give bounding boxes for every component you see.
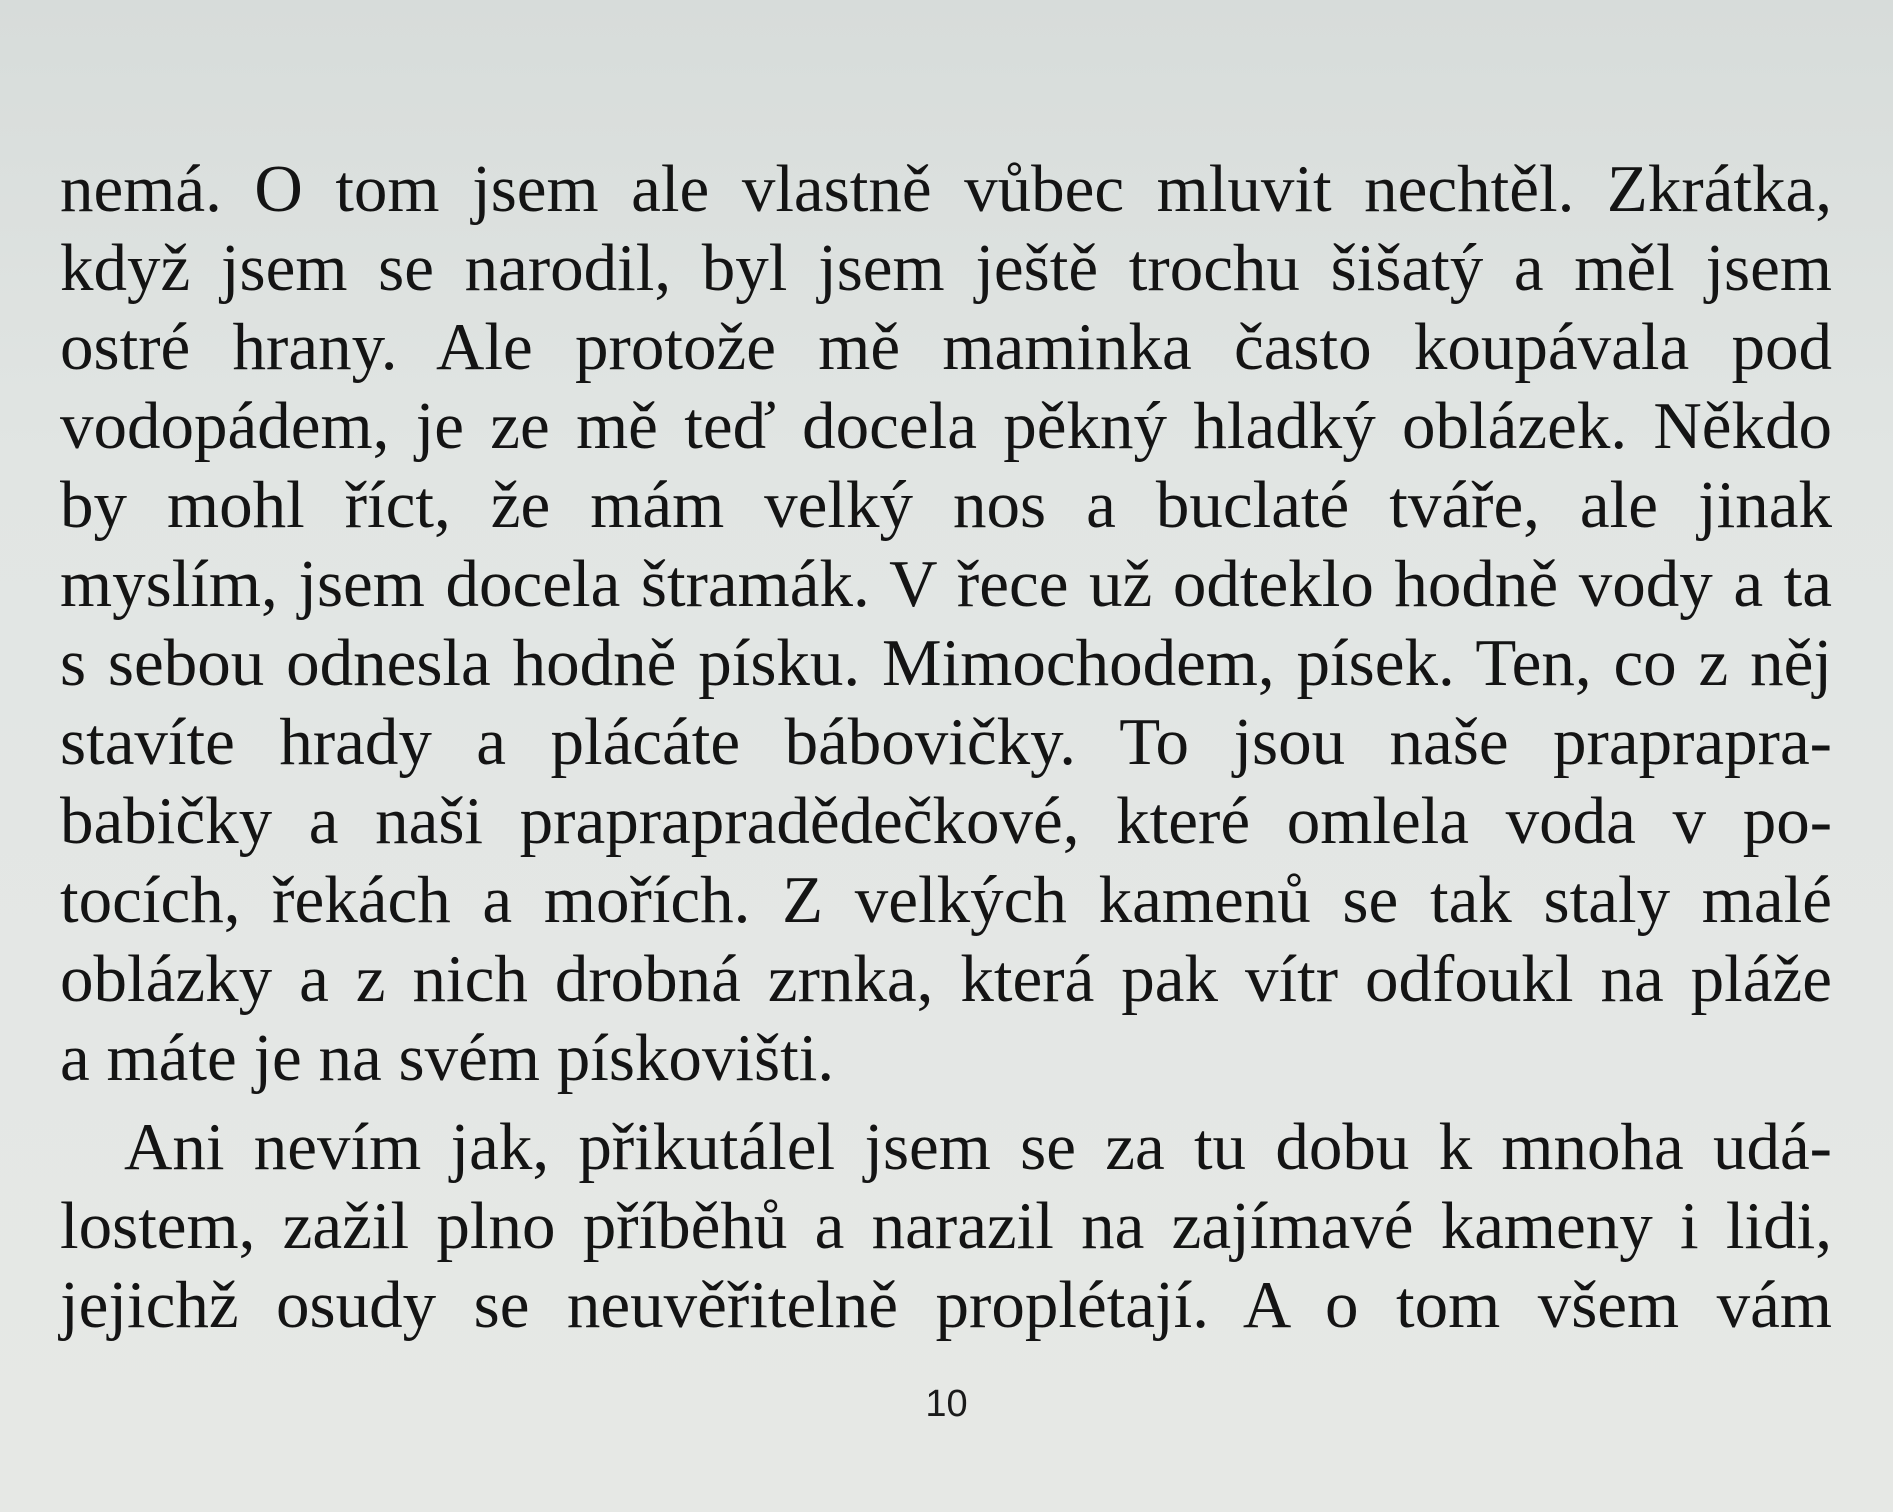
text-line: stavíte hrady a plácáte bábovičky. To jsou naše praprapra- — [60, 705, 1832, 779]
body-text — [60, 150, 1832, 1345]
text-line: když jsem se narodil, byl jsem ještě trochu šišatý a měl jsem — [60, 231, 1832, 305]
text-line: by mohl říct, že mám velký nos a buclaté tváře, ale jinak — [60, 468, 1832, 542]
text-line: tocích, řekách a mořích. Z velkých kamenů se tak staly malé — [60, 863, 1832, 937]
page-number: 10 — [925, 1383, 968, 1425]
paragraph-1 — [60, 150, 1832, 1098]
text-line: vodopádem, je ze mě teď docela pěkný hladký oblázek. Někdo — [60, 389, 1832, 463]
text-line: lostem, zažil plno příběhů a narazil na zajímavé kameny i lidi, — [60, 1189, 1832, 1263]
text-line: s sebou odnesla hodně písku. Mimochodem, písek. Ten, co z něj — [60, 626, 1832, 700]
text-line: a máte je na svém pískovišti. — [60, 1021, 835, 1095]
text-line: myslím, jsem docela štramák. V řece už odteklo hodně vody a ta — [60, 547, 1832, 621]
text-line: oblázky a z nich drobná zrnka, která pak vítr odfoukl na pláže — [60, 942, 1832, 1016]
text-line: ostré hrany. Ale protože mě maminka často koupávala pod — [60, 310, 1832, 384]
text-line: jejichž osudy se neuvěřitelně proplétají. A o tom všem vám — [60, 1268, 1832, 1342]
text-line: Ani nevím jak, přikutálel jsem se za tu dobu k mnoha udá- — [124, 1110, 1832, 1184]
paragraph-2 — [60, 1108, 1832, 1345]
text-line: nemá. O tom jsem ale vlastně vůbec mluvit nechtěl. Zkrátka, — [60, 152, 1832, 226]
text-line: babičky a naši praprapradědečkové, které omlela voda v po- — [60, 784, 1832, 858]
